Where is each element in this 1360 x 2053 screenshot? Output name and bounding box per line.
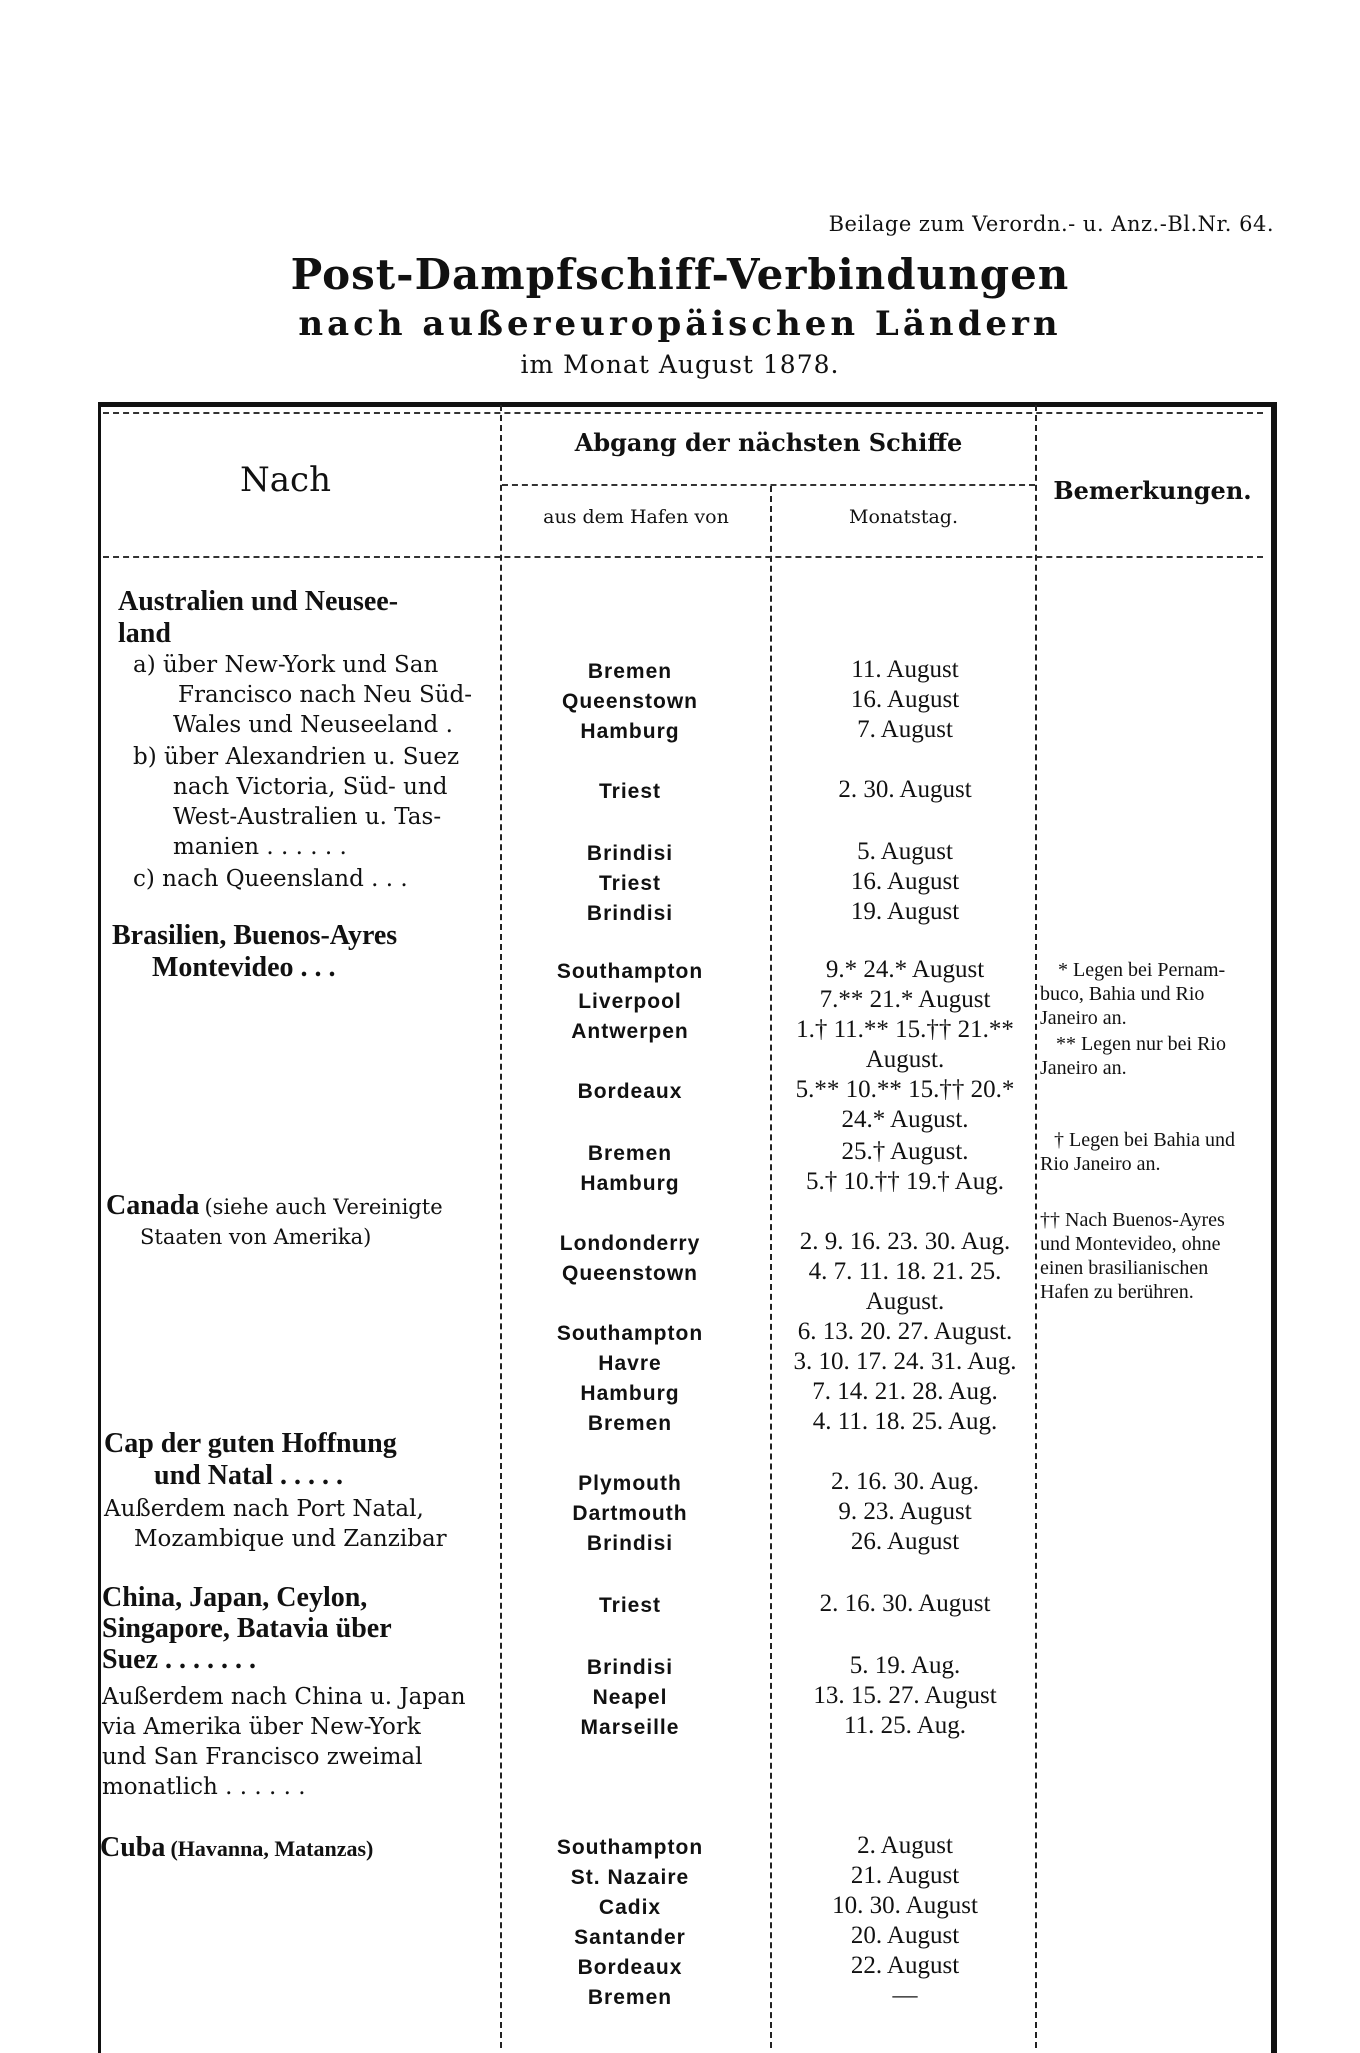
date-entry: 25.† August. — [841, 1138, 969, 1165]
date-entry: 21. August — [850, 1862, 960, 1889]
column-header-nach: Nach — [240, 460, 331, 500]
page-title: Post-Dampfschiff-Verbindungen — [290, 250, 1070, 299]
port-entry: Havre — [598, 1352, 662, 1375]
remark-pernambuco: * Legen bei Pernam- buco, Bahia und Rio Janeiro an. — [1040, 959, 1226, 1029]
date-entry: 2. 16. 30. Aug. — [831, 1468, 979, 1495]
port-entry: Queenstown — [561, 1262, 698, 1285]
port-entry: Brindisi — [586, 1656, 674, 1679]
port-entry: Marseille — [580, 1716, 680, 1739]
date-entry: 9. 23. August — [838, 1498, 972, 1525]
dest-cap: Cap der guten Hoffnung und Natal . . . . . — [104, 1428, 397, 1491]
dest-china: China, Japan, Ceylon, Singapore, Batavia über Suez . . . . . . . — [102, 1582, 392, 1675]
port-entry: Brindisi — [586, 1532, 674, 1555]
port-entry: Hamburg — [580, 720, 680, 743]
date-entry: 2. 30. August — [838, 776, 972, 803]
port-entry: Triest — [598, 780, 662, 803]
column-header-bemerkungen: Bemerkungen. — [1053, 476, 1252, 505]
date-entry: 5. August — [857, 838, 953, 865]
dest-canada: Canada (siehe auch Vereinigte Staaten von Amerika) — [106, 1190, 443, 1249]
column-header-abgang: Abgang der nächsten Schiffe — [574, 428, 963, 457]
date-entry: 1.† 11.** 15.†† 21.** — [796, 1016, 1014, 1043]
column-header-monatstag: Monatstag. — [848, 506, 958, 528]
port-entry: Southampton — [556, 960, 704, 983]
date-entry: 16. August — [850, 868, 960, 895]
date-entry: August. — [865, 1288, 945, 1315]
port-entry: Bremen — [587, 1412, 673, 1435]
dest-china-note: Außerdem nach China u. Japan via Amerika über New-York und San Francisco zweimal monatlich . . . . . . — [102, 1684, 466, 1800]
date-entry: 11. 25. Aug. — [844, 1712, 966, 1739]
header-top-rule — [103, 412, 1263, 414]
date-entry: 13. 15. 27. August — [813, 1682, 997, 1709]
port-entry: Londonderry — [559, 1232, 701, 1255]
date-entry: 4. 11. 18. 25. Aug. — [812, 1408, 998, 1435]
port-entry: Queenstown — [561, 690, 698, 713]
dest-brasilien: Brasilien, Buenos-Ayres Montevideo . . . — [112, 920, 398, 983]
date-entry: 5.† 10.†† 19.† Aug. — [806, 1168, 1004, 1195]
dest-australien-a: a) über New-York und San Francisco nach Neu Süd- Wales und Neuseeland . — [133, 652, 473, 738]
page-subtitle: nach außereuropäischen Ländern — [298, 304, 1062, 344]
date-entry: 3. 10. 17. 24. 31. Aug. — [793, 1348, 1017, 1375]
remark-buenos-ayres: †† Nach Buenos-Ayres und Montevideo, ohne einen brasilianischen Hafen zu berühren. — [1040, 1209, 1225, 1303]
date-entry: 9.* 24.* August — [825, 956, 985, 983]
date-entry: 6. 13. 20. 27. August. — [797, 1318, 1013, 1345]
date-entry: 2. 9. 16. 23. 30. Aug. — [799, 1228, 1011, 1255]
date-entry: 19. August — [850, 898, 960, 925]
port-entry: Bordeaux — [577, 1080, 683, 1103]
supplement-note: Beilage zum Verordn.- u. Anz.-Bl.Nr. 64. — [828, 212, 1274, 236]
date-entry: 7. 14. 21. 28. Aug. — [812, 1378, 998, 1405]
date-entry: 2. August — [857, 1832, 953, 1859]
date-entry: 2. 16. 30. August — [819, 1590, 991, 1617]
port-entry: Brindisi — [586, 842, 674, 865]
date-entry: 16. August — [850, 686, 960, 713]
port-entry: Plymouth — [578, 1472, 682, 1495]
remark-rio: ** Legen nur bei Rio Janeiro an. — [1040, 1033, 1226, 1079]
date-entry: 26. August — [850, 1528, 960, 1555]
date-entry: — — [892, 1982, 918, 2009]
subheader-rule — [502, 484, 1035, 486]
port-entry: Bremen — [587, 1142, 673, 1165]
header-bottom-rule — [103, 556, 1263, 558]
port-entry: Antwerpen — [571, 1020, 689, 1043]
port-entry: Bordeaux — [577, 1956, 683, 1979]
port-entry: Hamburg — [580, 1382, 680, 1405]
port-entry: Liverpool — [578, 990, 682, 1013]
port-entry: Hamburg — [580, 1172, 680, 1195]
column-divider-3 — [1035, 405, 1037, 2048]
dest-australien: Australien und Neusee- land — [118, 586, 399, 649]
date-entry: 5.** 10.** 15.†† 20.* — [795, 1076, 1015, 1103]
port-entry: Santander — [574, 1926, 686, 1949]
port-entry: Cadix — [598, 1896, 662, 1919]
date-entry: 22. August — [850, 1952, 960, 1979]
port-entry: Triest — [598, 1594, 662, 1617]
date-entry: 4. 7. 11. 18. 21. 25. — [808, 1258, 1002, 1285]
date-entry: 7. August — [857, 716, 953, 743]
date-entry: 10. 30. August — [832, 1892, 978, 1919]
port-entry: Dartmouth — [572, 1502, 688, 1525]
port-entry: Bremen — [587, 660, 673, 683]
dest-cuba: Cuba (Havanna, Matanzas) — [100, 1832, 374, 1863]
date-entry: 24.* August. — [841, 1106, 969, 1133]
date-entry: August. — [865, 1046, 945, 1073]
column-divider-1 — [500, 405, 502, 2048]
port-entry: St. Nazaire — [570, 1866, 690, 1889]
dest-australien-c: c) nach Queensland . . . — [133, 866, 408, 892]
port-entry: Southampton — [556, 1836, 704, 1859]
port-entry: Southampton — [556, 1322, 704, 1345]
dest-cap-note: Außerdem nach Port Natal, Mozambique und Zanzibar — [104, 1496, 447, 1552]
port-entry: Triest — [598, 872, 662, 895]
column-header-hafen: aus dem Hafen von — [543, 506, 729, 528]
port-entry: Brindisi — [586, 902, 674, 925]
date-entry: 7.** 21.* August — [819, 986, 991, 1013]
dest-australien-b: b) über Alexandrien u. Suez nach Victoria, Süd- und West-Australien u. Tas- manien . . . . . . — [133, 744, 460, 860]
port-entry: Neapel — [592, 1686, 668, 1709]
month-line: im Monat August 1878. — [520, 350, 840, 379]
date-entry: 5. 19. Aug. — [849, 1652, 961, 1679]
date-entry: 11. August — [851, 656, 959, 683]
remark-bahia: † Legen bei Bahia und Rio Janeiro an. — [1040, 1129, 1236, 1175]
date-entry: 20. August — [850, 1922, 960, 1949]
port-entry: Bremen — [587, 1986, 673, 2009]
